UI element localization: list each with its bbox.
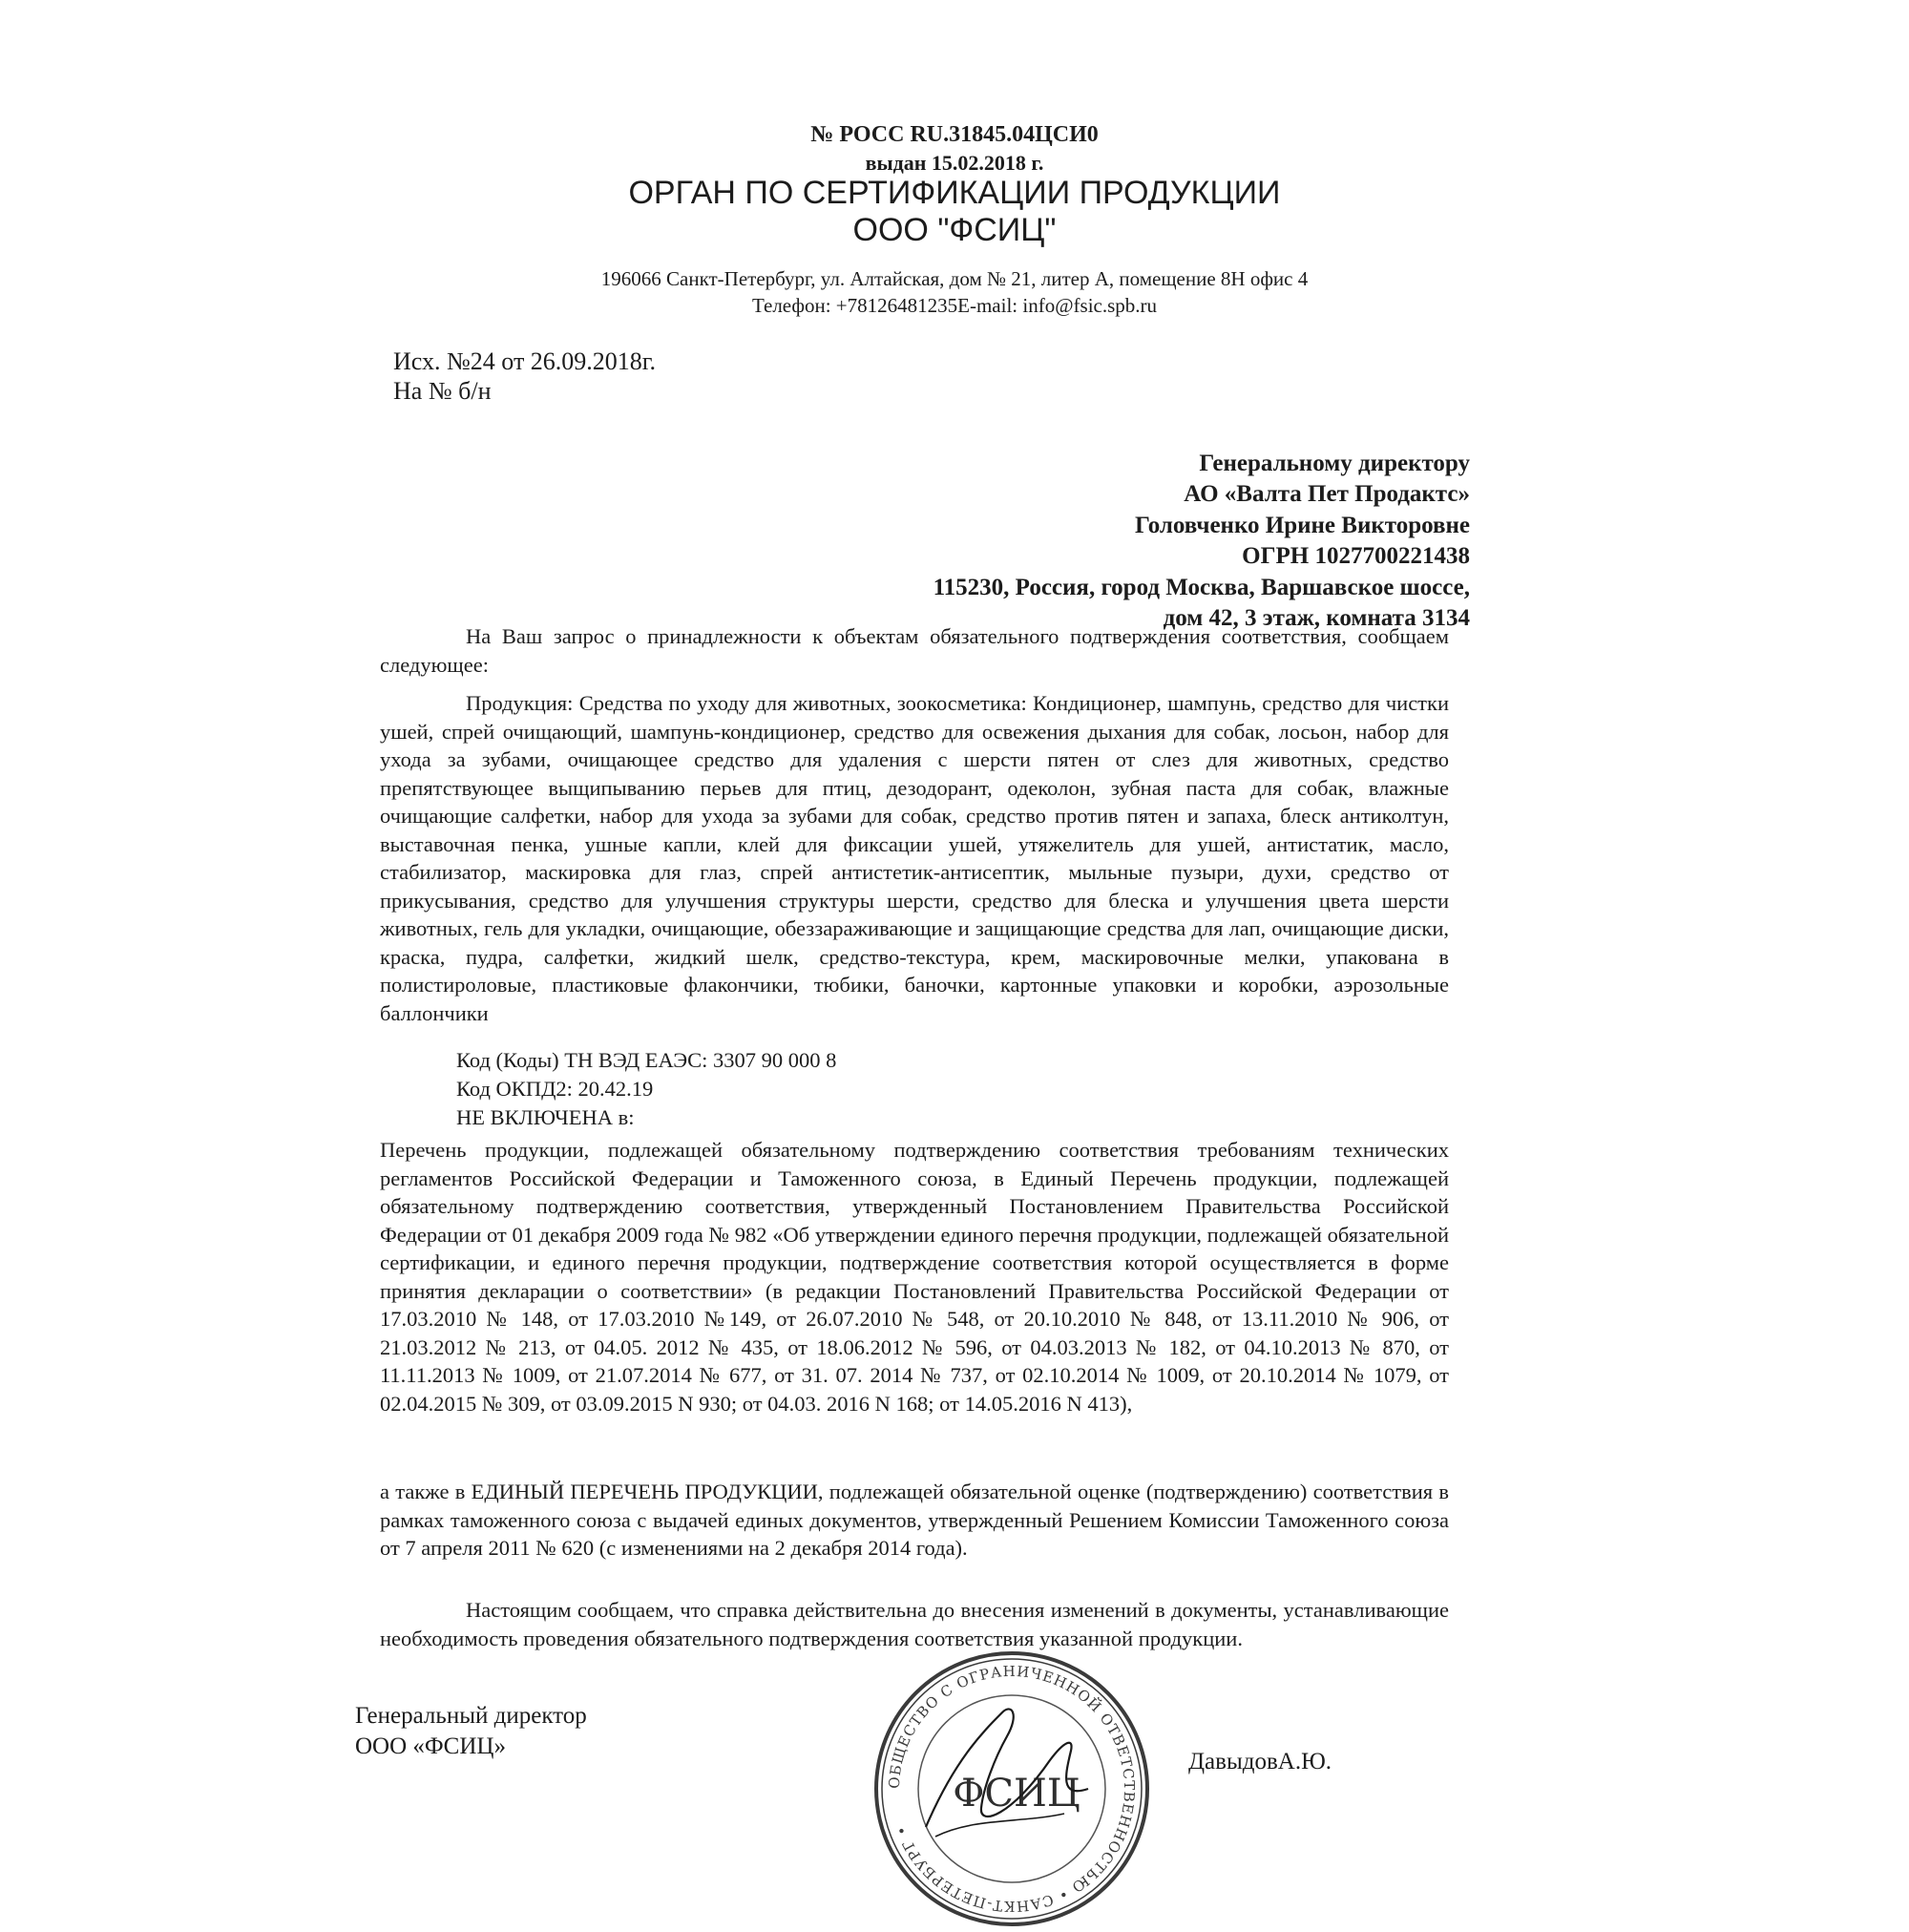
product-text: Продукция: Средства по уходу для животных, зоокосметика: Кондиционер, шампунь, средство для чистки ушей, спрей очищающий, шампунь-кондиционер, средство для освежения дыхания для собак, лосьон, набор для ухода за зубами, очищающее средство для удаления с шерсти пятен от слез для животных, средство препятствующее выщипыванию перьев для птиц, дезодорант, одеколон, зубная паста для собак, влажные очищающие салфетки, набор для ухода за зубами для собак, средство против пятен и запаха, блеск антиколтун, выставочная пенка, ушные капли, клей для фиксации ушей, утяжелитель для ушей, антистатик, масло, стабилизатор, маскировка для глаз, спрей антистетик-антисептик, мыльные пузыри, духи, средство от прикусывания, средство для улучшения структуры шерсти, средство для блеска и улучшения цвета шерсти животных, гель для укладки, очищающие, обеззараживающие и защищающие средства для лап, очищающие диски, краска, пудра, салфетки, жидкий шелк, средство-текстура, крем, маскировочные мелки, упакована в полистироловые, пластиковые флакончики, тюбики, баночки, картонные упаковки и коробки, аэрозольные баллончики — [380, 691, 1449, 1025]
recipient-address-line-1: 115230, Россия, город Москва, Варшавское шоссе, — [933, 575, 1470, 600]
signatory-name: ДавыдовА.Ю. — [1188, 1749, 1332, 1774]
validity-paragraph — [380, 1596, 1449, 1652]
tnved-code: Код (Коды) ТН ВЭД ЕАЭС: 3307 90 000 8 — [456, 1048, 837, 1072]
intro-text: На Ваш запрос о принадлежности к объектам обязательного подтверждения соответствия, сообщаем следующее: — [380, 624, 1449, 677]
recipient-name: Головченко Ирине Викторовне — [1135, 513, 1470, 538]
organization-address: 196066 Санкт-Петербург, ул. Алтайская, дом № 21, литер А, помещение 8Н офис 4 — [600, 267, 1309, 290]
product-paragraph — [380, 689, 1449, 1027]
certificate-issued-date: выдан 15.02.2018 г. — [865, 151, 1044, 175]
recipient-ogrn: ОГРН 1027700221438 — [1242, 543, 1470, 569]
intro-paragraph — [380, 622, 1449, 679]
recipient-company: АО «Валта Пет Продактс» — [1184, 481, 1470, 507]
customs-union-paragraph — [380, 1478, 1449, 1563]
recipient-address-line-2: дом 42, 3 этаж, комната 3134 — [1163, 605, 1470, 631]
stamp-center-text: ФСИЦ — [953, 1772, 1080, 1816]
regulation-list-paragraph — [380, 1136, 1449, 1418]
validity-text: Настоящим сообщаем, что справка действительна до внесения изменений в документы, устанавливающие необходимость проведения обязательного подтверждения соответствия указанной продукции. — [380, 1598, 1449, 1650]
official-stamp-icon — [869, 1646, 1155, 1932]
okpd-code: Код ОКПД2: 20.42.19 — [456, 1077, 654, 1101]
not-included-label: НЕ ВКЛЮЧЕНА в: — [456, 1105, 635, 1129]
organization-title: ОРГАН ПО СЕРТИФИКАЦИИ ПРОДУКЦИИ — [628, 175, 1281, 211]
outgoing-reference: Исх. №24 от 26.09.2018г. — [393, 347, 657, 375]
certificate-number: № РОСС RU.31845.04ЦСИ0 — [810, 122, 1099, 147]
stamp-ring-text: ОБЩЕСТВО С ОГРАНИЧЕННОЙ ОТВЕТСТВЕННОСТЬЮ • САНКТ-ПЕТЕРБУРГ • — [885, 1662, 1139, 1916]
regulation-list-text: Перечень продукции, подлежащей обязательному подтверждению соответствия требованиям технических регламентов Российской Федерации и Таможенного союза, в Единый Перечень продукции, подлежащей обязательному подтверждению соответствия, утвержденный Постановлением Правительства Российской Федерации от 01 декабря 2009 года № 982 «Об утверждении единого перечня продукции, подлежащей обязательной сертификации, и единого перечня продукции, подтверждение соответствия которой осуществляется в форме принятия декларации о соответствии» (в редакции Постановлений Правительства Российской Федерации от 17.03.2010 № 148, от 17.03.2010 №149, от 26.07.2010 № 548, от 20.10.2010 № 848, от 13.11.2010 № 906, от 21.03.2012 № 213, от 04.05. 2012 № 435, от 18.06.2012 № 596, от 04.03.2013 № 182, от 04.10.2013 № 870, от 11.11.2013 № 1009, от 21.07.2014 № 677, от 31. 07. 2014 № 737, от 02.10.2014 № 1009, от 20.10.2014 № 1079, от 02.04.2015 № 309, от 03.09.2015 N 930; от 04.03. 2016 N 168; от 14.05.2016 N 413), — [380, 1138, 1449, 1416]
organization-contacts: Телефон: +78126481235E-mail: info@fsic.spb.ru — [751, 294, 1158, 317]
incoming-reference: На № б/н — [393, 377, 492, 405]
organization-name: ООО "ФСИЦ" — [852, 212, 1057, 248]
recipient-position: Генеральному директору — [1199, 451, 1470, 476]
signature-underline — [935, 1814, 1064, 1837]
customs-union-text: а также в ЕДИНЫЙ ПЕРЕЧЕНЬ ПРОДУКЦИИ, подлежащей обязательной оценке (подтверждению) соответствия в рамках таможенного союза с выдачей единых документов, утвержденный Решением Комиссии Таможенного союза от 7 апреля 2011 № 620 (с изменениями на 2 декабря 2014 года). — [380, 1480, 1449, 1560]
signatory-position: Генеральный директор — [355, 1703, 587, 1729]
signatory-organization: ООО «ФСИЦ» — [355, 1733, 506, 1759]
